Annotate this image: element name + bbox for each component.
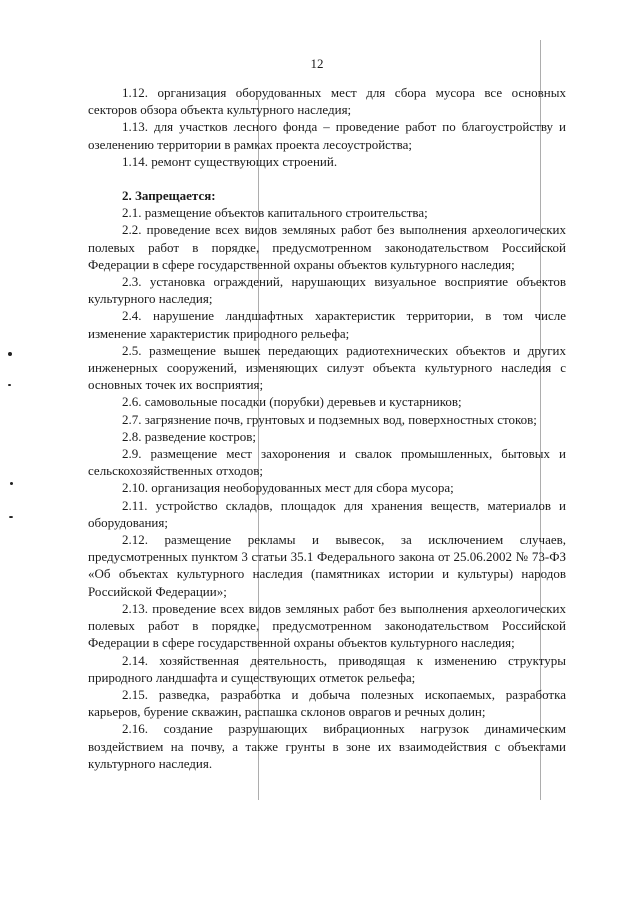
list-item: 2.2. проведение всех видов земляных работ без выполнения археологических полевых работ в порядке, предусмотренном законодательством Российской Федерации в сфере государственной охраны объектов культурного наследия; [88,222,566,272]
scan-artifact-dot [8,352,12,356]
list-item: 2.12. размещение рекламы и вывесок, за исключением случаев, предусмотренных пунктом 3 статьи 35.1 Федерального закона от 25.06.2002 № 73-ФЗ «Об объектах культурного наследия (памятниках истории и культуры) народов Российской Федерации»; [88,532,566,599]
list-item: 2.7. загрязнение почв, грунтовых и подземных вод, поверхностных стоков; [122,411,537,427]
list-item: 2.5. размещение вышек передающих радиотехнических объектов и других инженерных сооружений, изменяющих силуэт объекта культурного наследия с основных точек их восприятия; [88,342,566,393]
list-item: 2.8. разведение костров; [122,428,256,444]
scan-artifact-dot [8,384,11,386]
list-item: 2.11. устройство складов, площадок для хранения веществ, материалов и оборудования; [88,497,566,530]
list-item: 2.10. организация необорудованных мест для сбора мусора; [122,480,454,496]
page-number: 12 [310,56,324,71]
section-heading: 2. Запрещается: [122,188,216,204]
list-item: 2.16. создание разрушающих вибрационных нагрузок динамическим воздействием на почву, а также грунты в зоне их взаимодействия с объектами культурного наследия. [88,721,566,771]
list-item: 2.3. установка ограждений, нарушающих визуальное восприятие объектов культурного наследия; [88,274,566,307]
list-item: 2.15. разведка, разработка и добыча полезных ископаемых, разработка карьеров, бурение скважин, распашка склонов оврагов и речных долин; [88,686,566,720]
scan-artifact-dot [9,516,13,518]
document-body [88,84,566,772]
list-item: 2.6. самовольные посадки (порубки) деревьев и кустарников; [122,394,462,410]
list-item: 1.14. ремонт существующих строений. [122,153,338,169]
list-item: 1.12. организация оборудованных мест для сбора мусора все основных секторов обзора объекта культурного наследия; [88,85,566,118]
list-item: 2.4. нарушение ландшафтных характеристик территории, в том числе изменение характеристик природного рельефа; [88,308,566,341]
list-item: 2.9. размещение мест захоронения и свалок промышленных, бытовых и сельскохозяйственных отходов; [88,446,566,479]
list-item: 2.14. хозяйственная деятельность, приводящая к изменению структуры природного ландшафта и существующих отметок рельефа; [88,652,566,685]
list-item: 1.13. для участков лесного фонда – проведение работ по благоустройству и озеленению территории в рамках проекта лесоустройства; [88,119,566,152]
list-item: 2.1. размещение объектов капитального строительства; [122,205,428,221]
list-item: 2.13. проведение всех видов земляных работ без выполнения археологических полевых работ в порядке, предусмотренном законодательством Российской Федерации в сфере государственной охраны объектов культурного наследия; [88,600,566,651]
scan-artifact-dot [10,482,13,485]
